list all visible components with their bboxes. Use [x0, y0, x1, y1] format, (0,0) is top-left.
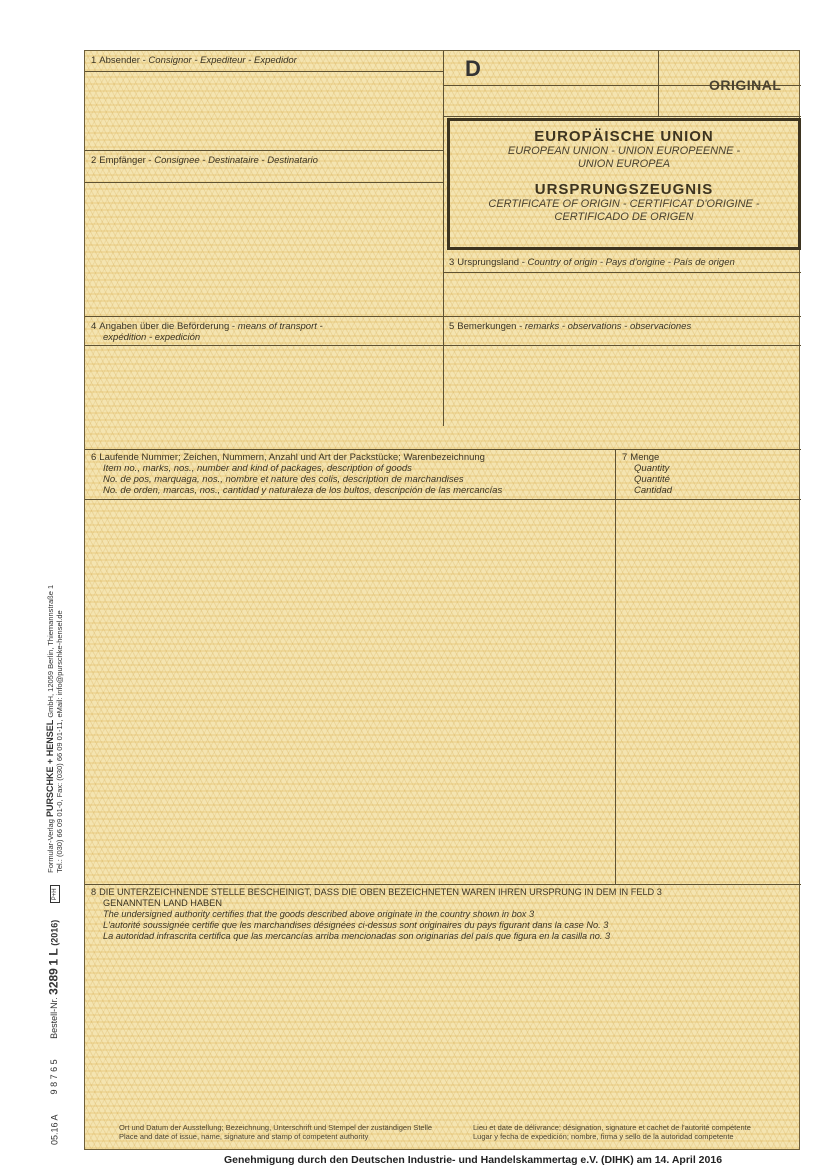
sidebar-order-suffix: 1 L	[46, 948, 61, 966]
field-6-line-es: No. de orden, marcas, nos., cantidad y naturaleza de los bultos, descripción de las mercancías	[103, 485, 503, 496]
publisher-contact: Tel.: (030) 66 09 01-0, Fax: (030) 66 09 01-11, eMail: info@purschke-hensel.de	[55, 610, 64, 873]
field-4-translations-2: expédition - expedición	[103, 332, 201, 343]
country-code: D	[465, 56, 481, 81]
field-5-de: Bemerkungen -	[457, 321, 525, 332]
sidebar-year: (2016)	[49, 919, 60, 946]
field-8-line-fr: L'autorité soussignée certifie que les marchandises désignées ci-dessus sont originaires du pays figurant dans la case No. 3	[103, 920, 609, 930]
sidebar-order-label: Bestell-Nr.	[49, 997, 60, 1039]
certificate-title: URSPRUNGSZEUGNIS	[534, 181, 714, 198]
field-5-translations: remarks - observations - observaciones	[524, 321, 692, 332]
field-4-label	[91, 321, 323, 343]
field-8-label	[91, 887, 662, 942]
publisher-info	[46, 585, 64, 873]
field-6-line-fr: No. de pos, marquaga, nos., nombre et nature des colis, description de marchandises	[103, 474, 464, 485]
signature-caption-right-1: Lieu et date de délivrance; désignation, signature et cachet de l'autorité compétente	[473, 1123, 751, 1132]
eu-title-box	[447, 118, 801, 250]
field-2-de: Empfänger -	[99, 155, 155, 166]
field-8-line-en: The undersigned authority certifies that the goods described above originate in the country shown in box 3	[103, 909, 535, 919]
certificate-subtitle-1: CERTIFICATE OF ORIGIN - CERTIFICAT D'ORIGINE -	[488, 198, 760, 210]
field-6-line-en: Item no., marks, nos., number and kind of packages, description of goods	[103, 463, 412, 474]
field-3-de: Ursprungsland -	[457, 257, 528, 268]
publisher-line-1: Formular-Verlag	[46, 817, 55, 873]
field-5-number: 5	[449, 321, 455, 332]
field-8-line-de-2: GENANNTEN LAND HABEN	[103, 898, 222, 908]
field-3-label	[449, 257, 735, 268]
signature-caption-right-2: Lugar y fecha de expedición; nombre, firma y sello de la autoridad competente	[473, 1132, 734, 1141]
publisher-address: GmbH, 12059 Berlin, Thiemannstraße 1	[46, 584, 55, 720]
approval-footer	[0, 1154, 826, 1166]
sidebar-order-number: 3289	[46, 968, 61, 995]
field-3-translations: Country of origin - Pays d'origine - País de origen	[527, 257, 735, 268]
signature-caption-left-2: Place and date of issue, name, signature and stamp of competent authority	[119, 1132, 369, 1141]
signature-caption-right	[473, 1123, 751, 1141]
certificate-subtitle-2: CERTIFICADO DE ORIGEN	[554, 211, 694, 223]
sidebar-numbers: 9 8 7 6 5	[49, 1059, 60, 1095]
field-2-label	[91, 155, 318, 166]
divider-h-f2-label	[85, 182, 443, 183]
field-4-de: Angaben über die Beförderung -	[99, 321, 238, 332]
field-1-translations: Consignor - Expediteur - Expedidor	[148, 55, 297, 66]
field-7-line-es: Cantidad	[634, 485, 673, 496]
divider-h-f4	[85, 316, 801, 317]
divider-h-f8	[85, 884, 801, 885]
field-7-label	[622, 452, 672, 496]
divider-v-left-right	[443, 51, 444, 426]
field-7-line-en: Quantity	[634, 463, 670, 474]
field-4-number: 4	[91, 321, 97, 332]
divider-h-f6-label	[85, 499, 801, 500]
publisher-name: PURSCHKE + HENSEL	[45, 719, 55, 818]
certificate-form	[84, 50, 800, 1150]
divider-v-f7	[615, 449, 616, 884]
publisher-logo-icon: P+H	[50, 885, 60, 903]
field-6-line-de: Laufende Nummer; Zeichen, Nummern, Anzahl und Art der Packstücke; Warenbezeichnung	[99, 452, 485, 463]
field-1-number: 1	[91, 55, 97, 66]
field-1-de: Absender -	[99, 55, 149, 66]
field-6-label	[91, 452, 502, 496]
divider-h-f4-label	[85, 345, 801, 346]
field-3-number: 3	[449, 257, 455, 268]
divider-h-eu	[443, 116, 801, 117]
field-8-number: 8	[91, 887, 97, 897]
divider-h-f2	[85, 150, 443, 151]
field-6-number: 6	[91, 452, 97, 463]
original-label: ORIGINAL	[709, 77, 782, 93]
field-2-translations: Consignee - Destinataire - Destinatario	[154, 155, 318, 166]
divider-h-f1-label	[85, 71, 443, 72]
sidebar-date-code: 05.16 A	[49, 1114, 60, 1145]
signature-caption-left	[119, 1123, 432, 1141]
divider-v-original	[658, 51, 659, 116]
field-7-number: 7	[622, 452, 628, 463]
field-1-label	[91, 55, 297, 66]
approval-text: Genehmigung durch den Deutschen Industrie- und Handelskammertag e.V. (DIHK) am 14. April 2016	[223, 1154, 723, 1166]
field-2-number: 2	[91, 155, 97, 166]
union-subtitle-2: UNION EUROPEA	[577, 158, 671, 170]
field-8-line-es: La autoridad infrascrita certifica que las mercancías arriba mencionadas son originarias del país que figura en la casilla no. 3	[103, 931, 611, 941]
publisher-sidebar	[46, 585, 64, 1145]
signature-caption-left-1: Ort und Datum der Ausstellung; Bezeichnung, Unterschrift und Stempel der zuständigen Stelle	[119, 1123, 433, 1132]
field-8-line-de-1: DIE UNTERZEICHNENDE STELLE BESCHEINIGT, DASS DIE OBEN BEZEICHNETEN WAREN IHREN URSPRUNG IN DEM IN FELD 3	[99, 887, 662, 897]
field-7-line-fr: Quantité	[634, 474, 670, 485]
field-4-translations: means of transport -	[237, 321, 323, 332]
union-title: EUROPÄISCHE UNION	[534, 128, 714, 145]
divider-h-f6	[85, 449, 801, 450]
divider-h-f3-label	[443, 272, 801, 273]
union-subtitle-1: EUROPEAN UNION - UNION EUROPEENNE -	[507, 145, 741, 157]
field-5-label	[449, 321, 691, 332]
field-7-line-de: Menge	[630, 452, 660, 463]
